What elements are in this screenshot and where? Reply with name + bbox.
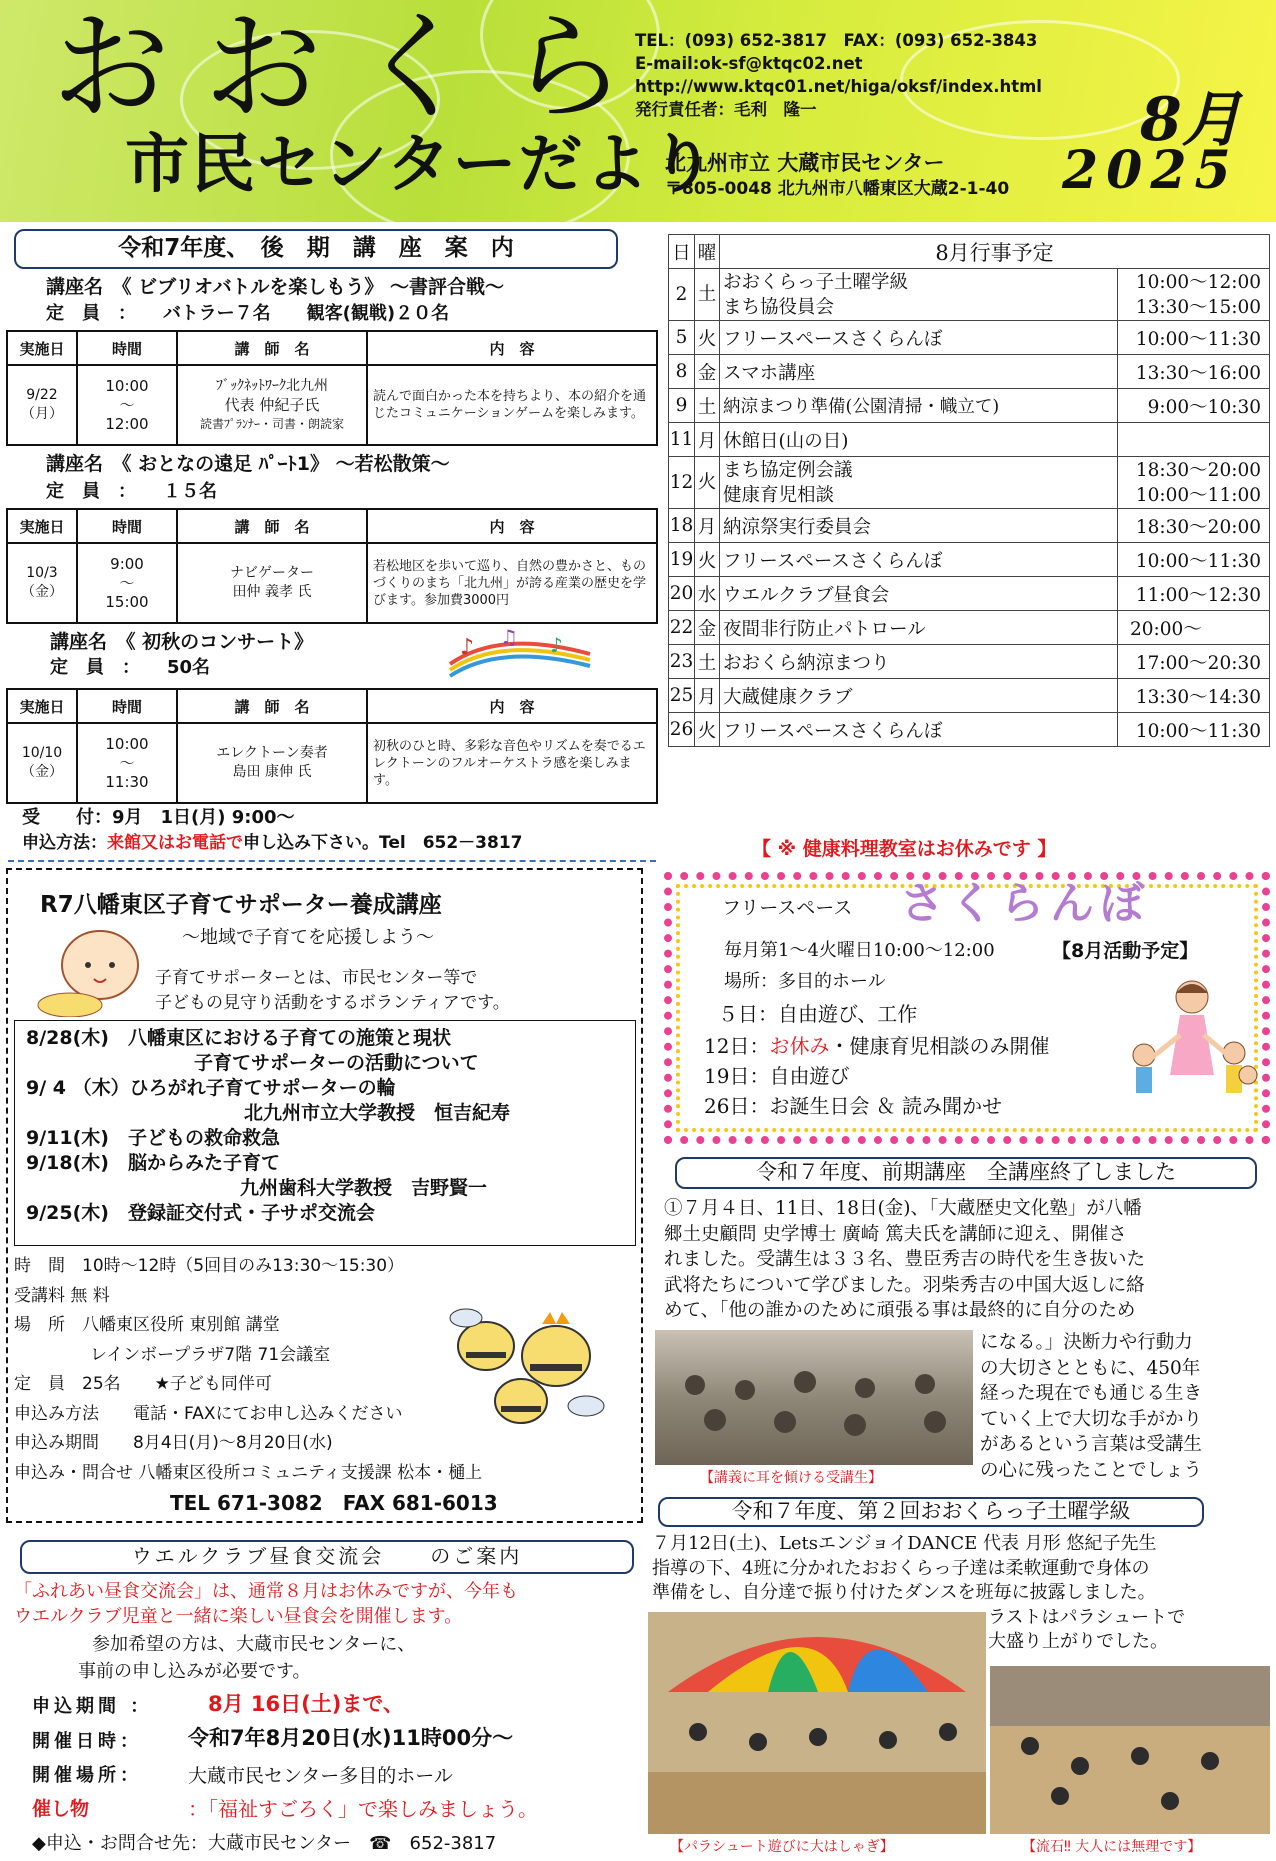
course-3-table: 実施日 時間 講 師 名 内 容 10/10 （金） 10:00 ～ 11:30 エレクトーン奏者 島田 康伸 氏 初秋のひと時、多彩な音色やリズムを奏でるエレクトーンのフルオーケストラ感を楽しみます。	[6, 688, 658, 804]
sakuranbo-schedule: 毎月第1～4火曜日10:00～12:00	[724, 940, 995, 961]
welclub-contact: ◆申込・お問合せ先：大蔵市民センター ☎ 652-3817	[32, 1833, 497, 1854]
music-notes-illustration	[440, 624, 600, 680]
tel-fax: TEL：(093) 652-3817 FAX：(093) 652-3843	[635, 31, 1038, 50]
supporter-tel-fax: TEL 671-3082 FAX 681-6013	[170, 1491, 498, 1515]
header-banner	[0, 0, 1276, 222]
zenki-title: 令和７年度、前期講座 全講座終了しました	[675, 1157, 1257, 1189]
course-1-content: 読んで面白かった本を持ちより、本の紹介を通じたコミュニケーションゲームを楽しみます。	[367, 365, 657, 445]
website-link[interactable]: http://www.ktqc01.net/higa/oksf/index.html	[635, 77, 1042, 96]
stretch-photo	[990, 1666, 1270, 1834]
welclub-period-label: 申込期間 ：	[32, 1696, 153, 1717]
welclub-date-label: 開催日時：	[32, 1731, 142, 1752]
supporter-title: R7八幡東区子育てサポーター養成講座	[40, 892, 442, 918]
welclub-notice: ウエルクラブ児童と一緒に楽しい昼食会を開催します。	[14, 1606, 463, 1627]
zenki-text: ①７月４日、11日、18日(金)、「大蔵歴史文化塾」が八幡 郷土史顧問 史学博士 廣崎 篤夫氏を講師に迎え、開催さ れました。受講生は３３名、豊臣秀吉の時代を生き抜いた 武将たちについて学びました。羽柴秀吉の中国大返しに絡 めて、「他の誰かのために頑張る事は最終的に自分のため	[664, 1198, 1146, 1321]
welclub-venue: 大蔵市民センター多目的ホール	[188, 1765, 453, 1787]
course-3-name: 講座名 《 初秋のコンサート》	[50, 631, 314, 653]
course-1-name: 講座名 《 ビブリオバトルを楽しもう》 ～書評合戦～	[46, 276, 505, 298]
saturday-text-right: ラストはパラシュートで 大盛り上がりでした。	[988, 1607, 1186, 1652]
welclub-notice: 「ふれあい昼食交流会」は、通常８月はお休みですが、今年も	[14, 1581, 518, 1602]
schedule-row: 2 土 おおくらっ子土曜学級 まち協役員会 10:00～12:00 13:30～15:00	[669, 269, 1270, 321]
parachute-photo-caption: 【パラシュート遊びに大はしゃぎ】	[670, 1839, 894, 1855]
newsletter-subtitle: 市民センターだより	[125, 127, 717, 202]
lecture-photo	[655, 1330, 973, 1465]
schedule-row: 11 月 休館日(山の日)	[669, 423, 1270, 457]
sakuranbo-name: さくらんぼ	[900, 878, 1150, 929]
schedule-row: 26 火 フリースペースさくらんぼ 10:00～11:30	[669, 713, 1270, 747]
schedule-row: 18 月 納涼祭実行委員会 18:30～20:00	[669, 509, 1270, 543]
supporter-details: 時 間 10時～12時（5回目のみ13:30～15:30） 受講料 無 料 場 所 八幡東区役所 東別館 講堂 レインボープラザ7階 71会議室 定 員 25名 ★子ども同伴可 申込み方法 電話・FAXにてお申し込みください 申込み期間 8月4日(月)～8月20日(水) 申込み・問合せ 八幡東区役所コミュニティ支援課 松本・樋上	[14, 1256, 483, 1483]
schedule-row: 23 土 おおくら納涼まつり 17:00～20:30	[669, 645, 1270, 679]
sakuranbo-item: 26日：お誕生日会 ＆ 読み聞かせ	[704, 1094, 1003, 1118]
schedule-row: 22 金 夜間非行防止パトロール 20:00～	[669, 611, 1270, 645]
sakuranbo-label: フリースペース	[722, 897, 853, 919]
stretch-photo-caption: 【流石‼ 大人には無理です】	[1022, 1839, 1202, 1855]
schedule-row: 5 火 フリースペースさくらんぼ 10:00～11:30	[669, 321, 1270, 355]
svg-text:♫: ♫	[500, 625, 518, 649]
welclub-event: ：「福祉すごろく」で楽しみましょう。	[188, 1797, 538, 1821]
course-1-date: 9/22 （月）	[7, 365, 77, 445]
course-3-content: 初秋のひと時、多彩な音色やリズムを奏でるエレクトーンのフルオーケストラ感を楽しみます。	[367, 723, 657, 803]
welclub-venue-label: 開催場所：	[32, 1765, 142, 1786]
schedule-row: 19 火 フリースペースさくらんぼ 10:00～11:30	[669, 543, 1270, 577]
svg-text:♪: ♪	[460, 635, 475, 660]
welclub-text: 参加希望の方は、大蔵市民センターに、	[92, 1634, 416, 1655]
apply-method: 申込方法：来館又はお電話で申し込み下さい。Tel 652－3817	[22, 833, 523, 853]
august-schedule-table: 日 曜 8月行事予定 2 土 おおくらっ子土曜学級 まち協役員会 10:00～12:00 13:30～15:00 5 火 フリースペースさくらんぼ 10:00～11:30 8 金 スマホ講座 13:30～16:00 9 土 納涼まつり準備(公園清掃・幟立て) 9:00～10:30 11 月 休館日(山の日) 12 火 まち協定例会議 健康育児相談 18:30～20:00 10:00～11:00 18 月 納涼祭実行委員会 18:30～20:00 19 火 フリースペースさくらんぼ 10:00～11:30 20 水 ウエルクラブ昼食会 11:00～12:30 22 金 夜間非行防止パトロール 20:00～ 23 土 おおくら納涼まつり 17:00～20:30 25 月 大蔵健康クラブ 13:30～14:30 26 火 フリースペースさくらんぼ 10:00～11:30	[668, 234, 1270, 747]
supporter-sessions: 8/28(木) 八幡東区における子育ての施策と現状 子育てサポーターの活動について 9/ 4 （木）ひろがれ子育てサポーターの輪 北九州市立大学教授 恒吉紀寿 9/11(木) 子どもの救命救急 9/18(木) 脳からみた子育て 九州歯科大学教授 吉野賢一 9/25(木) 登録証交付式・子サポ交流会	[26, 1027, 511, 1224]
saturday-text: ７月12日(土)、LetsエンジョイDANCE 代表 月形 悠紀子先生 指導の下、4班に分かれたおおくらっ子達は柔軟運動で身体の 準備をし、自分達で振り付けたダンスを班毎に披露しました。	[652, 1533, 1157, 1603]
supporter-subtitle: ～地域で子育てを応援しよう～	[182, 927, 434, 948]
course-2-date: 10/3 （金）	[7, 543, 77, 623]
welclub-event-label: 催し物	[32, 1798, 90, 1820]
course-1-time: 10:00 ～ 12:00	[77, 365, 177, 445]
course-1-table: 実施日 時間 講 師 名 内 容 9/22 （月） 10:00 ～ 12:00 ﾌﾞｯｸﾈｯﾄﾜｰｸ北九州 代表 仲紀子氏 読書ﾌﾟﾗﾝﾅｰ・司書・朗読家 読んで面白かった本を持ちより、本の紹介を通じたコミュニケーションゲームを楽しみます。	[6, 330, 658, 446]
course-2-capacity: 定 員 ： １５名	[46, 481, 217, 502]
newsletter-title: おおくら	[52, 0, 661, 136]
schedule-row: 12 火 まち協定例会議 健康育児相談 18:30～20:00 10:00～11:00	[669, 457, 1270, 509]
sakuranbo-plan: 【8月活動予定】	[1052, 940, 1199, 962]
svg-text:♪: ♪	[550, 633, 563, 657]
lecture-photo-caption: 【講義に耳を傾ける受講生】	[700, 1470, 882, 1486]
issue-year: 2025	[1062, 140, 1239, 201]
schedule-row: 9 土 納涼まつり準備(公園清掃・幟立て) 9:00～10:30	[669, 389, 1270, 423]
course-3-date: 10/10 （金）	[7, 723, 77, 803]
divider	[8, 860, 656, 862]
welclub-date: 令和7年8月20日(水)11時00分～	[188, 1726, 514, 1750]
welclub-title: ウエルクラブ昼食交流会 のご案内	[20, 1540, 634, 1574]
course-1-instructor: ﾌﾞｯｸﾈｯﾄﾜｰｸ北九州 代表 仲紀子氏 読書ﾌﾟﾗﾝﾅｰ・司書・朗読家	[177, 365, 367, 445]
supporter-desc: 子育てサポーターとは、市民センター等で	[155, 968, 478, 988]
center-address: 〒805-0048 北九州市八幡東区大蔵2-1-40	[665, 179, 1010, 199]
course-2-content: 若松地区を歩いて巡り、自然の豊かさと、ものづくりのまち「北九州」が誇る産業の歴史を学びます。参加費3000円	[367, 543, 657, 623]
cooking-class-notice: 【 ※ 健康料理教室はお休みです 】	[752, 838, 1057, 860]
zenki-text-right: になる。」決断力や行動力 の大切さとともに、450年 経った現在でも通じる生き ていく上で大切な手がかり があるという言葉は受講生 の心に残ったことでしょう	[980, 1332, 1203, 1481]
course-3-capacity: 定 員 ： 50名	[50, 657, 211, 678]
supporter-desc: 子どもの見守り活動をするボランティアです。	[155, 993, 510, 1013]
course-3-time: 10:00 ～ 11:30	[77, 723, 177, 803]
sakuranbo-item: ５日：自由遊び、工作	[718, 1002, 918, 1026]
saturday-title: 令和７年度、第２回おおくらっ子土曜学級	[658, 1497, 1204, 1527]
parachute-photo	[648, 1612, 986, 1834]
course-2-table: 実施日 時間 講 師 名 内 容 10/3 （金） 9:00 ～ 15:00 ナビゲーター 田仲 義孝 氏 若松地区を歩いて巡り、自然の豊かさと、ものづくりのまち「北九州」が誇る産業の歴史を学びます。参加費3000円	[6, 508, 658, 624]
course-2-instructor: ナビゲーター 田仲 義孝 氏	[177, 543, 367, 623]
course-3-instructor: エレクトーン奏者 島田 康伸 氏	[177, 723, 367, 803]
schedule-row: 20 水 ウエルクラブ昼食会 11:00～12:30	[669, 577, 1270, 611]
reception-date: 受 付：9月 1日(月) 9:00～	[22, 807, 295, 828]
welclub-text: 事前の申し込みが必要です。	[78, 1661, 311, 1682]
baby-illustration	[30, 925, 148, 1017]
issue-month: 8月	[1140, 85, 1242, 155]
schedule-row: 25 月 大蔵健康クラブ 13:30～14:30	[669, 679, 1270, 713]
schedule-row: 8 金 スマホ講座 13:30～16:00	[669, 355, 1270, 389]
course-2-name: 講座名 《 おとなの遠足 ﾊﾟｰﾄ1》 ～若松散策～	[46, 453, 450, 475]
course-1-capacity: 定 員 ： バトラー７名 観客(観戦)２０名	[46, 303, 450, 324]
publisher: 発行責任者：毛利 隆一	[635, 100, 817, 119]
sakuranbo-item: 12日：お休み・健康育児相談のみ開催	[704, 1034, 1050, 1058]
mother-children-illustration	[1122, 975, 1260, 1110]
bee-family-illustration	[446, 1306, 616, 1436]
course-2-time: 9:00 ～ 15:00	[77, 543, 177, 623]
welclub-period: 8月 16日(土)まで、	[208, 1692, 404, 1716]
sakuranbo-place: 場所：多目的ホール	[724, 971, 886, 992]
sakuranbo-item: 19日：自由遊び	[704, 1064, 850, 1088]
courses-title: 令和7年度、 後 期 講 座 案 内	[14, 229, 618, 269]
email-link[interactable]: E-mail:ok-sf@ktqc02.net	[635, 54, 863, 73]
center-name: 北九州市立 大蔵市民センター	[665, 151, 945, 175]
